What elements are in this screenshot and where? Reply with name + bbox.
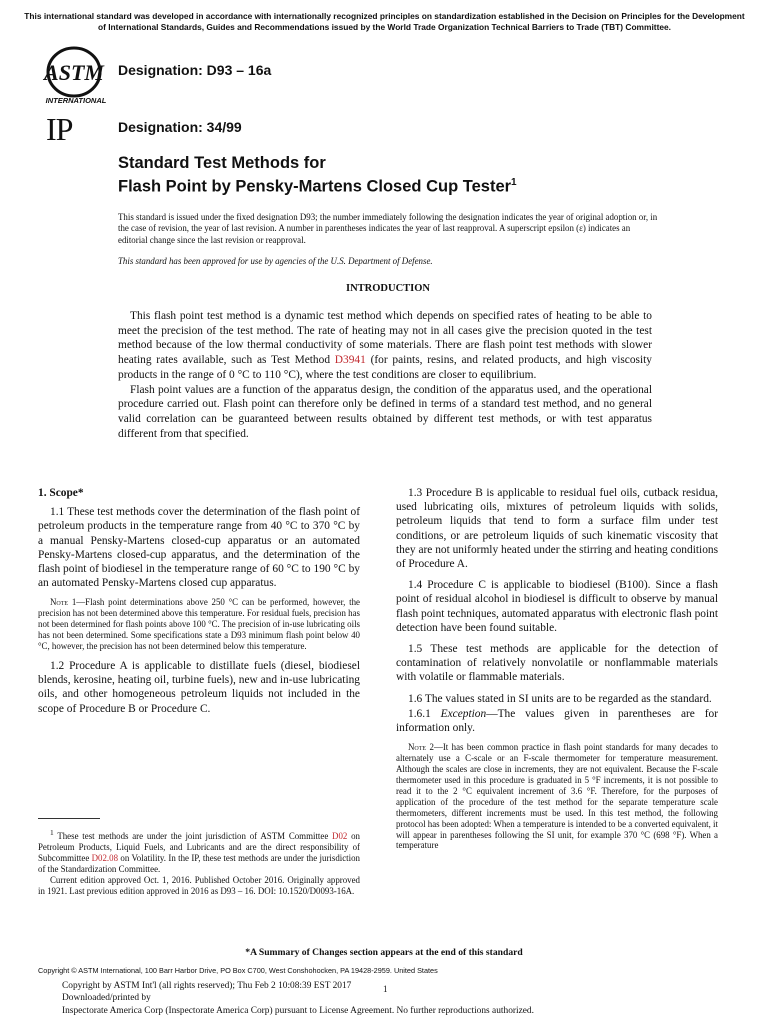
astm-logo-label: INTERNATIONAL [45,96,107,105]
designation-astm: Designation: D93 – 16a [118,62,272,78]
designation-ip: Designation: 34/99 [118,119,242,135]
document-title [118,154,517,197]
section-1-6-1: 1.6.1 Exception—The values given in parentheses are for information only. [396,707,718,735]
ip-logo-text: IP [46,111,73,147]
right-column [396,486,718,858]
scope-heading: 1. Scope* [38,487,84,499]
footnote-1 [38,828,360,896]
download-stamp-line-2: Downloaded/printed by [62,993,151,1004]
summary-of-changes-note: *A Summary of Changes section appears at the end of this standard [245,947,523,958]
link-d02[interactable]: D02 [332,830,348,841]
ip-logo [46,111,72,148]
introduction-heading: INTRODUCTION [345,283,430,294]
footnote-1-edition: Current edition approved Oct. 1, 2016. Published October 2016. Originally approved in 1921. Last previous edition approved in 2016 as D93 – 16. DOI: 10.1520/D0093-16A. [38,874,360,896]
copyright-line: Copyright © ASTM International, 100 Barr Harbor Drive, PO Box C700, West Conshohocken, PA 19428-2959. United States [38,966,438,975]
issued-note: This standard is issued under the fixed designation D93; the number immediately following the designation indicates the year of original adoption or, in the case of revision, the year of last revision. A number in parentheses indicates the year of last reapproval. A superscript epsilon (ε) indicates an editorial change since the last revision or reapproval. [118,212,658,245]
note-1: Note 1—Flash point determinations above 250 °C can be performed, however, the precision has not been determined above this temperature. For residual fuels, precision has not been determined for flash points above 100 °C. The precision of in-use lubricating oils has not been determined. Some specifications state a D93 minimum flash point below 40 °C, however, the precision has not been determined below this temperature. [38,597,360,652]
download-stamp [62,980,534,1017]
page-number: 1 [383,984,388,994]
svg-text:ASTM: ASTM [44,60,104,85]
left-column [38,486,360,723]
title-line-1: Standard Test Methods for [118,154,326,172]
title-footnote-mark: 1 [511,177,517,188]
intro-paragraph-1: This flash point test method is a dynamic test method which depends on specified rates of heating to be able to meet the precision of the test method. The rate of heating may not in all cases give the precision quoted in the test method because of the low thermal conductivity of some materials. There are flash point test methods with slower heating rates available, such as Test Method D3941 (for paints, resins, and related products, and high viscosity products in the range of 0 °C to 110 °C), where the test conditions are closer to equilibrium. [118,310,652,381]
link-d02-08[interactable]: D02.08 [91,852,119,863]
link-d3941[interactable]: D3941 [334,354,366,367]
section-1-2: 1.2 Procedure A is applicable to distillate fuels (diesel, biodiesel blends, kerosine, heating oil, turbine fuels), new and in-use lubricating oils, and other homogeneous petroleum liquids not included in the scope of Procedure B or Procedure C. [38,659,360,715]
section-1-5: 1.5 These test methods are applicable for the detection of contamination of relatively nonvolatile or nonflammable materials with volatile or flammable materials. [396,643,718,684]
astm-logo [40,46,112,108]
wto-notice: This international standard was developed in accordance with internationally recognized principles on standardization established in the Decision on Principles for the Development of International Standards, Guides and Recommendations issued by the World Trade Organization Technical Barriers to Trade (TBT) Committee. [24,11,745,32]
section-1-6: 1.6 The values stated in SI units are to be regarded as the standard. [408,692,712,705]
download-stamp-line-1: Copyright by ASTM Int'l (all rights reserved); Thu Feb 2 10:08:39 EST 2017 [62,981,352,991]
download-stamp-line-3: Inspectorate America Corp (Inspectorate America Corp) pursuant to License Agreement. No further reproductions authorized. [62,1005,534,1016]
footnote-divider [38,818,100,819]
introduction-body [118,309,652,441]
note-2: Note 2—It has been common practice in flash point standards for many decades to alternately use a C-scale or an F-scale thermometer for temperature measurement. Although the scales are close in increments, they are not equivalent. Because the F-scale thermometer used in this procedure is graduated in 5 °F increments, it is not possible to read it to the 2 °C equivalent increment of 3.6 °F. Therefore, for the purposes of application of the procedure of the test method for the separate temperature scale thermometers, different increments must be used. In this test method, the following protocol has been adopted: When a temperature is intended to be a converted equivalent, it will appear in parentheses following the SI unit, for example 370 °C (698 °F). When a temperature [396,742,718,851]
intro-paragraph-2: Flash point values are a function of the apparatus design, the condition of the apparatus used, and the operational procedure carried out. Flash point can therefore only be defined in terms of a standard test method, and no general valid correlation can be guaranteed between results obtained by different test methods, or with test apparatus different from that specified. [118,383,652,440]
section-1-4: 1.4 Procedure C is applicable to biodiesel (B100). Since a flash point of residual alcohol in biodiesel is difficult to observe by manual flash point techniques, automated apparatus with electronic flash point detection have been found suitable. [396,579,718,634]
section-1-3: 1.3 Procedure B is applicable to residual fuel oils, cutback residua, used lubricating oils, mixtures of petroleum liquids with solids, petroleum liquids that tend to form a surface film under test conditions, or are petroleum liquids of such kinematic viscosity that they are not uniformly heated under the stirring and heating conditions of Procedure A. [396,487,719,571]
approved-note: This standard has been approved for use by agencies of the U.S. Department of Defense. [118,256,433,266]
title-line-2: Flash Point by Pensky-Martens Closed Cup Tester$^1$ [118,177,517,196]
section-1-1: 1.1 These test methods cover the determination of the flash point of petroleum products in the temperature range from 40 °C to 370 °C by a manual Pensky-Martens closed-cup apparatus or an automated Pensky-Martens closed-cup apparatus, and the determination of the flash point of biodiesel in the temperature range of 60 °C to 190 °C by an automated Pensky-Martens closed cup apparatus. [38,506,360,590]
footnote-1-jurisdiction: $^1$ These test methods are under the joint jurisdiction of ASTM Committee D02 on Petroleum Products, Liquid Fuels, and Lubricants and are the direct responsibility of Subcommittee D02.08 on Volatility. In the IP, these test methods are under the jurisdiction of the Standardization Committee. [38,828,360,874]
